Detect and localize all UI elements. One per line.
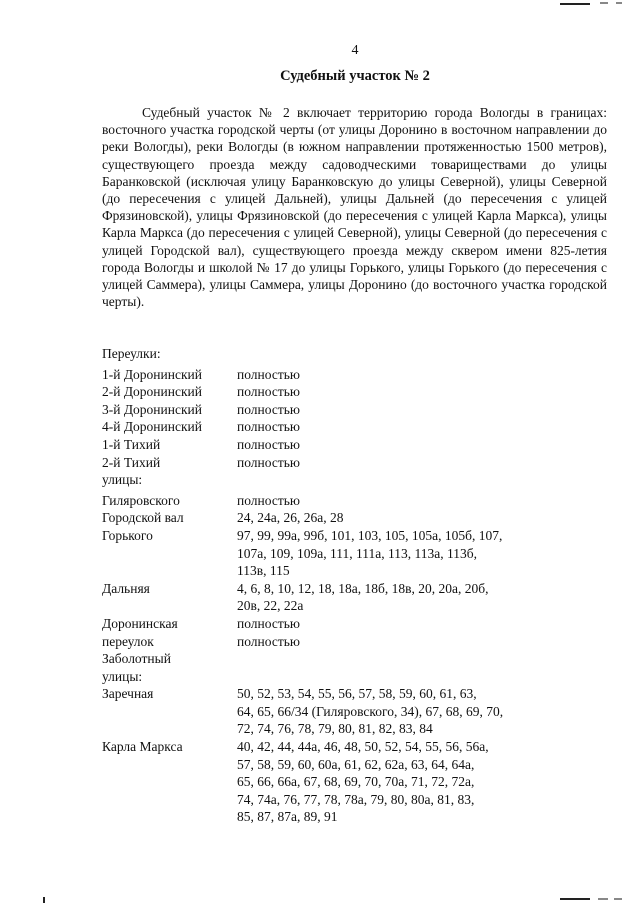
list-item [102,383,622,401]
page-number: 4 [351,43,359,58]
list-item [102,471,622,489]
scan-mark [560,3,590,5]
houses-line: полностью [237,384,300,400]
houses-line: 74, 74а, 76, 77, 78, 78а, 79, 80, 80а, 81, 83, [237,791,475,807]
list-item [102,650,622,668]
houses-line: 107а, 109, 109а, 111, 111а, 113, 113а, 113б, [237,545,477,561]
houses-line: 4, 6, 8, 10, 12, 18, 18а, 18б, 18в, 20, 20а, 20б, [237,580,489,596]
houses-line: 50, 52, 53, 54, 55, 56, 57, 58, 59, 60, 61, 63, [237,686,477,702]
street-name: улицы: [102,472,143,488]
street-houses [237,668,537,686]
street-name: Заболотный [102,651,171,667]
street-name: Городской вал [102,510,184,526]
houses-line: полностью [237,454,300,470]
scan-mark [560,898,590,900]
list-item [102,633,622,651]
street-houses [237,366,537,384]
street-name: Доронинская [102,615,178,631]
street-houses [237,454,537,472]
street-name: Карла Маркса [102,739,183,755]
scan-mark [600,2,608,4]
list-item [102,615,622,633]
houses-line: 113в, 115 [237,563,290,579]
street-houses [237,345,537,363]
street-name: Гиляровского [102,492,180,508]
list-item [102,668,622,686]
houses-line: 97, 99, 99а, 99б, 101, 103, 105, 105а, 105б, 107, [237,527,503,543]
list-item [102,454,622,472]
streets-list [102,345,622,826]
street-name: 1-й Тихий [102,436,161,452]
street-houses [237,383,537,401]
street-houses [237,492,537,510]
houses-line: полностью [237,366,300,382]
scan-mark [616,2,622,4]
list-item [102,492,622,510]
street-houses [237,527,537,580]
list-item [102,527,622,580]
list-item [102,418,622,436]
houses-line: полностью [237,419,300,435]
houses-line: 85, 87, 87а, 89, 91 [237,809,338,825]
street-name: 4-й Доронинский [102,419,202,435]
street-houses [237,615,537,633]
scan-mark [43,897,45,903]
list-item [102,366,622,384]
street-houses [237,738,537,826]
street-houses [237,436,537,454]
section-title: Судебный участок № 2 [280,68,430,84]
houses-line: 65, 66, 66а, 67, 68, 69, 70, 70а, 71, 72, 72а, [237,774,475,790]
houses-line: 64, 65, 66/34 (Гиляровского, 34), 67, 68, 69, 70, [237,703,504,719]
list-item [102,738,622,826]
street-name: 2-й Тихий [102,454,161,470]
houses-line: полностью [237,401,300,417]
houses-line: полностью [237,615,300,631]
street-houses [237,509,537,527]
street-houses [237,650,537,668]
street-name: Горького [102,527,153,543]
houses-line: 40, 42, 44, 44а, 46, 48, 50, 52, 54, 55, 56, 56а, [237,739,489,755]
list-item [102,436,622,454]
street-name: Переулки: [102,346,161,361]
street-name: Заречная [102,686,154,702]
houses-line: полностью [237,492,300,508]
street-houses [237,633,537,651]
houses-line: 72, 74, 76, 78, 79, 80, 81, 82, 83, 84 [237,721,433,737]
street-houses [237,580,537,615]
houses-line: полностью [237,633,300,649]
houses-line: 24, 24а, 26, 26а, 28 [237,510,344,526]
list-item [102,509,622,527]
street-houses [237,471,537,489]
list-item [102,345,622,363]
scan-mark [614,898,622,900]
houses-line: 57, 58, 59, 60, 60а, 61, 62, 62а, 63, 64, 64а, [237,756,475,772]
intro-paragraph: Судебный участок № 2 включает территорию города Вологды в границах: восточного участка городской черты (от улицы Доронино в восточном направлении до реки Вологды), реки Вологды (в южном направлении протяженностью 1500 метров), существующего проезда между садоводческими товариществами до улицы Баранковской (исключая улицу Баранковскую до улицы Северной), улицы Северной (до пересечения с улицей Дальней), улицы Дальней (до пересечения с улицей Фрязиновской), улицы Фрязиновской (до пересечения с улицей Карла Маркса), улицы Карла Маркса (до пересечения с улицей Северной), улицы Северной (до пересечения с улицей Городской вал), существующего проезда между сквером имени 825-летия города Вологды и школой № 17 до улицы Горького, улицы Горького (до пересечения с улицей Саммера), улицы Саммера, улицы Доронино (до восточного участка городской черты). [102,105,607,310]
street-houses [237,401,537,419]
street-name: Дальняя [102,580,150,596]
street-houses [237,685,537,738]
street-name: 1-й Доронинский [102,366,202,382]
street-name: улицы: [102,668,143,684]
street-name: 3-й Доронинский [102,401,202,417]
houses-line: 20в, 22, 22а [237,598,304,614]
street-name: переулок [102,633,154,649]
list-item [102,401,622,419]
list-item [102,685,622,738]
street-name: 2-й Доронинский [102,384,202,400]
scan-mark [598,898,608,900]
street-houses [237,418,537,436]
list-item [102,580,622,615]
houses-line: полностью [237,436,300,452]
